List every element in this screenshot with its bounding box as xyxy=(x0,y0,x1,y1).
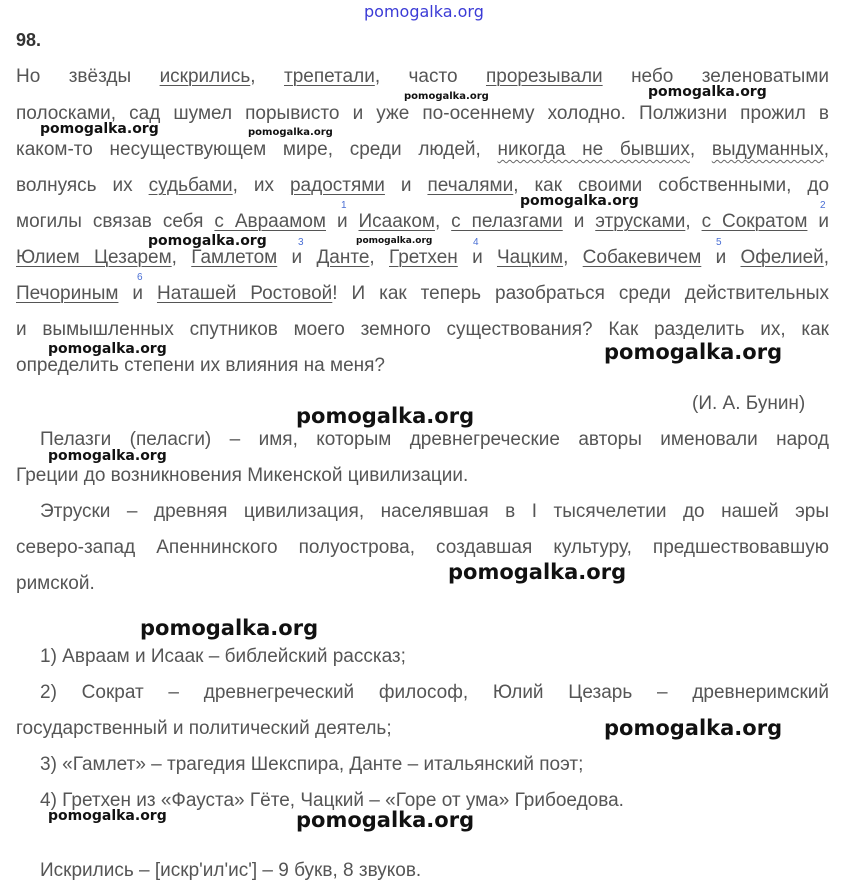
object: с пелазгами xyxy=(451,211,563,232)
object: печалями xyxy=(427,175,514,196)
watermark: pomogalka.org xyxy=(648,84,767,100)
exercise-number: 98. xyxy=(16,30,42,50)
object: Офелией xyxy=(740,247,824,268)
watermark: pomogalka.org xyxy=(296,404,475,428)
object: этрусками xyxy=(595,211,686,232)
object: Наташей Ростовой xyxy=(156,283,333,304)
sound-analysis: Искрились – [искр'ил'ис'] – 9 букв, 8 звуков. xyxy=(40,860,422,881)
text-line-2: полосками, сад шумел порывисто и уже по-осеннему холодно. Полжизни прожил в xyxy=(16,103,829,124)
watermark: pomogalka.org xyxy=(248,127,333,138)
object: Печориным xyxy=(16,283,119,304)
object: с Сократом xyxy=(701,211,808,232)
object: с Авраамом xyxy=(214,211,326,232)
text-line-7: Печориным и Наташей Ростовой! И как теперь разобраться среди действительных xyxy=(16,283,830,304)
footnote-marker: 4 xyxy=(473,237,479,248)
text-line-3: каком-то несуществующем мире, среди людей, никогда не бывших, выдуманных, xyxy=(16,139,829,160)
object: Юлием Цезарем xyxy=(16,247,172,268)
list-item-2: 2) Сократ – древнегреческий философ, Юлий Цезарь – древнеримский xyxy=(40,682,829,703)
note-etruski-line-2: северо-запад Апеннинского полуострова, создавшая культуру, предшествовавшую xyxy=(16,537,829,558)
footnote-marker: 6 xyxy=(137,272,143,283)
watermark: pomogalka.org xyxy=(356,236,433,246)
text-line-8: и вымышленных спутников моего земного существования? Как разделить их, как xyxy=(16,319,829,340)
author-attribution: (И. А. Бунин) xyxy=(692,393,806,414)
participle: выдуманных xyxy=(711,139,824,160)
object: радостями xyxy=(289,175,385,196)
text-line-4: волнуясь их судьбами, их радостями и печалями, как своими собственными, до xyxy=(16,175,830,196)
watermark: pomogalka.org xyxy=(140,616,319,640)
watermark: pomogalka.org xyxy=(148,233,267,249)
watermark: pomogalka.org xyxy=(48,448,167,464)
object: судьбами xyxy=(148,175,233,196)
note-etruski-line-3: римской. xyxy=(16,573,95,594)
participial-phrase: никогда не бывших xyxy=(497,139,690,160)
list-item-3: 3) «Гамлет» – трагедия Шекспира, Данте – итальянский поэт; xyxy=(40,754,584,775)
text-line-6: Юлием Цезарем, Гамлетом и Данте, Гретхен и Чацким, Собакевичем и Офелией, xyxy=(16,247,830,268)
object: Исааком xyxy=(358,211,435,232)
watermark: pomogalka.org xyxy=(48,341,167,357)
footnote-marker: 1 xyxy=(341,200,347,211)
site-header-logo[interactable]: pomogalka.org xyxy=(364,2,484,21)
footnote-marker: 5 xyxy=(716,237,722,248)
object: Собакевичем xyxy=(582,247,702,268)
watermark: pomogalka.org xyxy=(604,340,783,364)
note-pelasgi-line-1: Пелазги (пеласги) – имя, которым древнегреческие авторы именовали народ xyxy=(40,429,829,450)
footnote-marker: 3 xyxy=(298,237,304,248)
watermark: pomogalka.org xyxy=(40,121,159,137)
predicate: прорезывали xyxy=(485,66,603,87)
predicate: трепетали xyxy=(284,66,375,87)
list-item-1: 1) Авраам и Исаак – библейский рассказ; xyxy=(40,646,406,667)
object: Гамлетом xyxy=(191,247,278,268)
predicate: искрились xyxy=(159,66,251,87)
watermark: pomogalka.org xyxy=(520,193,639,209)
object: Чацким xyxy=(496,247,564,268)
note-etruski-line-1: Этруски – древняя цивилизация, населявшая в I тысячелетии до нашей эры xyxy=(40,501,829,522)
watermark: pomogalka.org xyxy=(604,716,783,740)
note-pelasgi-line-2: Греции до возникновения Микенской цивилизации. xyxy=(16,465,469,486)
object: Данте xyxy=(316,247,370,268)
text-line-5: могилы связав себя с Авраамом и Исааком, с пелазгами и этрусками, с Сократом и xyxy=(16,211,829,232)
footnote-marker: 2 xyxy=(820,200,826,211)
text-line-1: Но звёзды искрились, трепетали, часто прорезывали небо зеленоватыми xyxy=(16,66,829,87)
watermark: pomogalka.org xyxy=(48,808,167,824)
watermark: pomogalka.org xyxy=(448,560,627,584)
list-item-2-cont: государственный и политический деятель; xyxy=(16,718,392,739)
watermark: pomogalka.org xyxy=(404,91,489,102)
list-item-4: 4) Гретхен из «Фауста» Гёте, Чацкий – «Горе от ума» Грибоедова. xyxy=(40,790,624,811)
watermark: pomogalka.org xyxy=(296,808,475,832)
text-line-9: определить степени их влияния на меня? xyxy=(16,355,385,376)
object: Гретхен xyxy=(389,247,458,268)
